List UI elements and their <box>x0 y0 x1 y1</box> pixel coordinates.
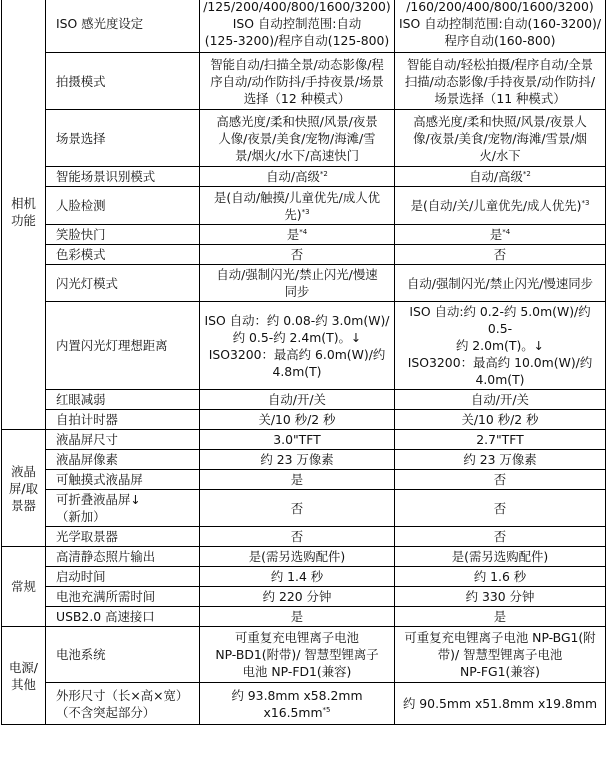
footnote-marker: *4 <box>502 227 511 236</box>
spec-label-text: 液晶屏像素 <box>56 452 118 467</box>
spec-value-right-text: 自动/高级 <box>469 169 523 184</box>
spec-value-left <box>200 607 395 627</box>
spec-label <box>46 167 200 187</box>
spec-value-left <box>200 627 395 683</box>
spec-value-right <box>395 470 606 490</box>
spec-label <box>46 607 200 627</box>
spec-label-text: 智能场景识别模式 <box>56 169 156 184</box>
spec-label <box>46 225 200 245</box>
spec-value-left-text: 可重复充电锂离子电池 NP-BD1(附带)/ 智慧型锂离子 电池 NP-FD1(兼容) <box>215 630 379 679</box>
table-row <box>2 683 606 725</box>
spec-value-left-text: 否 <box>290 529 304 544</box>
spec-label-text: 闪光灯模式 <box>56 275 118 291</box>
table-row <box>2 0 606 53</box>
table-row <box>2 547 606 567</box>
spec-value-right-text: 约 23 万像素 <box>463 452 537 467</box>
spec-table <box>1 0 606 725</box>
spec-value-left-text: 是 <box>290 609 304 624</box>
spec-value-left-text: 否 <box>290 247 304 262</box>
spec-value-left <box>200 0 395 53</box>
spec-value-left <box>200 390 395 410</box>
spec-label-text: 色彩模式 <box>56 247 106 262</box>
table-row <box>2 430 606 450</box>
table-row <box>2 470 606 490</box>
spec-value-right <box>395 547 606 567</box>
spec-value-left-text: 是(需另选购配件) <box>248 549 346 564</box>
spec-value-right-text: 是 <box>493 609 507 624</box>
spec-label <box>46 110 200 167</box>
spec-label <box>46 547 200 567</box>
spec-label <box>46 627 200 683</box>
table-row <box>2 607 606 627</box>
spec-value-right <box>395 527 606 547</box>
spec-value-left-text: 是 <box>286 227 300 242</box>
spec-value-right <box>395 245 606 265</box>
spec-value-left <box>200 265 395 302</box>
spec-value-left-text: 约 23 万像素 <box>260 452 334 467</box>
spec-label <box>46 683 200 725</box>
spec-label-text: 笑脸快门 <box>56 227 106 242</box>
spec-label <box>46 0 200 53</box>
spec-value-right <box>395 187 606 225</box>
spec-label-text: 光学取景器 <box>56 529 118 544</box>
footnote-marker: *5 <box>322 705 331 714</box>
spec-table-body <box>2 0 606 725</box>
table-row <box>2 167 606 187</box>
table-row <box>2 490 606 527</box>
spec-label <box>46 450 200 470</box>
spec-value-right <box>395 390 606 410</box>
table-row <box>2 265 606 302</box>
spec-value-left-text: 自动/强制闪光/禁止闪光/慢速 同步 <box>216 267 378 299</box>
spec-label <box>46 470 200 490</box>
spec-label <box>46 390 200 410</box>
spec-label-text: 红眼减弱 <box>56 392 106 407</box>
spec-value-left <box>200 547 395 567</box>
spec-label <box>46 245 200 265</box>
spec-value-left-text: 智能自动/扫描全景/动态影像/程 序自动/动作防抖/手持夜景/场景 选择（12 种模式） <box>210 56 384 106</box>
spec-value-right <box>395 265 606 302</box>
spec-value-left-text: 自动/开/关 <box>268 392 326 407</box>
spec-value-right-text: 否 <box>493 529 507 544</box>
spec-value-right <box>395 567 606 587</box>
spec-value-left <box>200 167 395 187</box>
section-category <box>2 547 46 627</box>
section-category <box>2 430 46 547</box>
spec-value-right <box>395 627 606 683</box>
spec-value-right <box>395 0 606 53</box>
spec-label-text: 电池充满所需时间 <box>56 589 156 604</box>
spec-value-left-text: 是 <box>290 472 304 487</box>
spec-label-text: 外形尺寸（长×高×宽） （不含突起部分） <box>56 687 189 720</box>
spec-value-right-text: /160/200/400/800/1600/3200) ISO 自动控制范围:自动(160-3200)/ 程序自动(160-800) <box>398 0 601 48</box>
spec-value-right <box>395 490 606 527</box>
spec-value-left <box>200 225 395 245</box>
spec-value-left-text: 是(自动/触摸/儿童优先/成人优 先) <box>213 189 381 222</box>
spec-value-left <box>200 567 395 587</box>
spec-value-left <box>200 490 395 527</box>
spec-value-right <box>395 430 606 450</box>
spec-label-text: 电池系统 <box>56 647 106 662</box>
spec-value-left-text: 3.0"TFT <box>273 432 321 447</box>
spec-value-left-text: 约 1.4 秒 <box>270 569 324 584</box>
footnote-marker: *3 <box>301 207 310 216</box>
spec-value-right-text: 否 <box>493 500 507 516</box>
spec-value-left <box>200 110 395 167</box>
spec-label <box>46 53 200 110</box>
table-row <box>2 245 606 265</box>
spec-value-left-text: 约 220 分钟 <box>262 589 332 604</box>
spec-value-left <box>200 245 395 265</box>
spec-value-left <box>200 450 395 470</box>
table-row <box>2 450 606 470</box>
spec-value-right <box>395 607 606 627</box>
table-row <box>2 567 606 587</box>
spec-label-text: USB2.0 高速接口 <box>56 609 155 624</box>
spec-value-right <box>395 450 606 470</box>
spec-value-left <box>200 527 395 547</box>
table-row <box>2 302 606 390</box>
spec-label-text: ISO 感光度设定 <box>56 16 144 31</box>
spec-value-left-text: 否 <box>290 500 304 516</box>
spec-value-left-text: 约 93.8mm x58.2mm x16.5mm <box>231 687 363 720</box>
section-category-text: 相机 功能 <box>11 196 36 228</box>
footnote-marker: *2 <box>522 169 531 178</box>
spec-value-right <box>395 683 606 725</box>
spec-label <box>46 527 200 547</box>
spec-value-right-text: 约 90.5mm x51.8mm x19.8mm <box>402 696 598 711</box>
spec-value-right-text: 高感光度/柔和快照/风景/夜景人 像/夜景/美食/宠物/海滩/雪景/烟 火/水下 <box>413 113 587 163</box>
spec-value-right-text: 是(需另选购配件) <box>451 549 549 564</box>
spec-label-text: 可触摸式液晶屏 <box>56 472 143 487</box>
spec-value-right-text: 2.7"TFT <box>476 432 524 447</box>
spec-value-right-text: 约 1.6 秒 <box>473 569 527 584</box>
section-category-text: 液晶 屏/取 景器 <box>9 463 38 513</box>
spec-label <box>46 430 200 450</box>
spec-value-right <box>395 225 606 245</box>
spec-value-right-text: 关/10 秒/2 秒 <box>461 412 539 427</box>
spec-value-right-text: 自动/强制闪光/禁止闪光/慢速同步 <box>407 275 593 291</box>
spec-value-left <box>200 53 395 110</box>
spec-value-right-text: ISO 自动:约 0.2-约 5.0m(W)/约 0.5- 约 2.0m(T)。↓ ISO3200：最高约 10.0m(W)/约 4.0m(T) <box>407 304 593 387</box>
spec-value-right-text: 可重复充电锂离子电池 NP-BG1(附 带)/ 智慧型锂离子电池 NP-FG1(兼容) <box>404 630 596 679</box>
table-row <box>2 225 606 245</box>
spec-value-right-text: 是(自动/关/儿童优先/成人优先) <box>410 198 582 213</box>
spec-value-left-text: 关/10 秒/2 秒 <box>258 412 336 427</box>
spec-value-left-text: /125/200/400/800/1600/3200) ISO 自动控制范围:自动 (125-3200)/程序自动(125-800) <box>203 0 391 48</box>
spec-value-right <box>395 302 606 390</box>
spec-value-right <box>395 53 606 110</box>
spec-value-right-text: 否 <box>493 472 507 487</box>
spec-value-left <box>200 470 395 490</box>
table-row <box>2 587 606 607</box>
spec-label <box>46 410 200 430</box>
spec-label <box>46 587 200 607</box>
spec-value-right-text: 否 <box>493 247 507 262</box>
table-row <box>2 627 606 683</box>
footnote-marker: *4 <box>299 227 308 236</box>
spec-label-text: 人脸检测 <box>56 198 106 213</box>
spec-label-text: 拍摄模式 <box>56 73 106 89</box>
section-category-text: 电源/ 其他 <box>9 659 38 692</box>
spec-value-left <box>200 587 395 607</box>
spec-value-right-text: 智能自动/轻松拍摄/程序自动/全景 扫描/动态影像/手持夜景/动作防抖/ 场景选择（11 种模式） <box>404 56 596 106</box>
spec-value-left <box>200 430 395 450</box>
spec-label <box>46 302 200 390</box>
spec-value-left <box>200 410 395 430</box>
spec-value-left <box>200 302 395 390</box>
section-category-text: 常规 <box>11 579 36 594</box>
spec-label <box>46 490 200 527</box>
table-row <box>2 390 606 410</box>
spec-label <box>46 265 200 302</box>
section-category <box>2 627 46 725</box>
footnote-marker: *2 <box>319 169 328 178</box>
spec-value-right <box>395 410 606 430</box>
spec-value-left <box>200 187 395 225</box>
spec-label-text: 可折叠液晶屏↓ （新加） <box>56 492 141 524</box>
spec-value-left-text: 自动/高级 <box>266 169 320 184</box>
spec-label-text: 启动时间 <box>56 569 106 584</box>
spec-value-left <box>200 683 395 725</box>
spec-label-text: 场景选择 <box>56 130 106 146</box>
spec-label <box>46 567 200 587</box>
footnote-marker: *3 <box>581 198 590 207</box>
spec-value-right <box>395 110 606 167</box>
spec-value-right <box>395 587 606 607</box>
spec-value-right-text: 是 <box>489 227 503 242</box>
spec-label-text: 高清静态照片输出 <box>56 549 156 564</box>
spec-label <box>46 187 200 225</box>
spec-value-right <box>395 167 606 187</box>
spec-label-text: 内置闪光灯理想距离 <box>56 338 168 353</box>
table-row <box>2 527 606 547</box>
spec-value-right-text: 自动/开/关 <box>471 392 529 407</box>
spec-label-text: 液晶屏尺寸 <box>56 432 118 447</box>
spec-value-right-text: 约 330 分钟 <box>465 589 535 604</box>
table-row <box>2 410 606 430</box>
table-row <box>2 187 606 225</box>
spec-label-text: 自拍计时器 <box>56 412 118 427</box>
table-row <box>2 110 606 167</box>
section-category <box>2 0 46 430</box>
spec-value-left-text: ISO 自动：约 0.08-约 3.0m(W)/ 约 0.5-约 2.4m(T)。↓ ISO3200：最高约 6.0m(W)/约 4.8m(T) <box>204 312 390 379</box>
spec-value-left-text: 高感光度/柔和快照/风景/夜景 人像/夜景/美食/宠物/海滩/雪 景/烟火/水下/高速快门 <box>216 113 378 163</box>
table-row <box>2 53 606 110</box>
